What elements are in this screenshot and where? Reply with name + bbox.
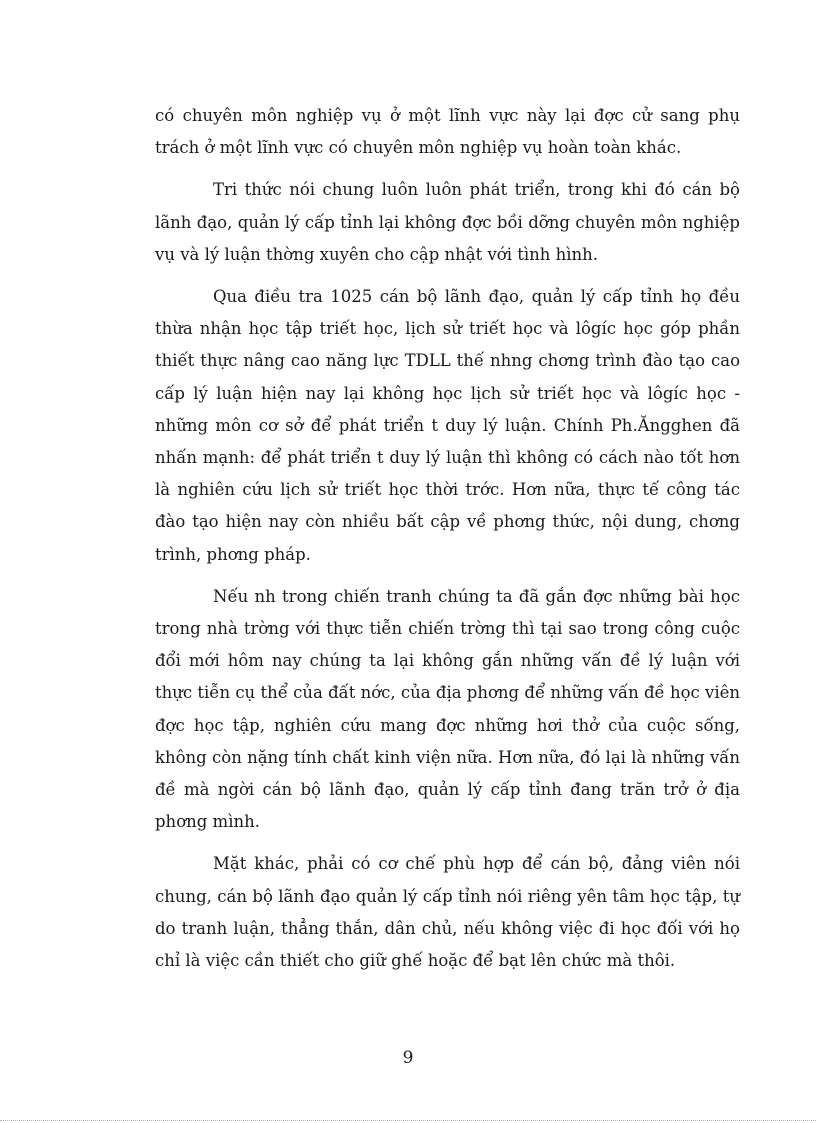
paragraph-1: có chuyên môn nghiệp vụ ở một lĩnh vực này lại đợc cử sang phụ trách ở một lĩnh vực có chuyên môn nghiệp vụ hoàn toàn khác. [155, 106, 740, 158]
page-bottom-divider [0, 1120, 816, 1121]
body-text [155, 100, 740, 987]
paragraph-2: Tri thức nói chung luôn luôn phát triển, trong khi đó cán bộ lãnh đạo, quản lý cấp tỉnh lại không đợc bồi dỡng chuyên môn nghiệp vụ và lý luận thờng xuyên cho cập nhật với tình hình. [155, 180, 740, 264]
paragraph-5: Mặt khác, phải có cơ chế phù hợp để cán bộ, đảng viên nói chung, cán bộ lãnh đạo quản lý cấp tỉnh nói riêng yên tâm học tập, tự do tranh luận, thẳng thắn, dân chủ, nếu không việc đi học đối với họ chỉ là việc cần thiết cho giữ ghế hoặc để bạt lên chức mà thôi. [155, 854, 740, 971]
paragraph-3: Qua điều tra 1025 cán bộ lãnh đạo, quản lý cấp tỉnh họ đều thừa nhận học tập triết học, lịch sử triết học và lôgíc học góp phần thiết thực nâng cao năng lực TDLL thế nhng chơng trình đào tạo cao cấp lý luận hiện nay lại không học lịch sử triết học và lôgíc học - những môn cơ sở để phát triển t duy lý luận. Chính Ph.Ăngghen đã nhấn mạnh: để phát triển t duy lý luận thì không có cách nào tốt hơn là nghiên cứu lịch sử triết học thời trớc. Hơn nữa, thực tế công tác đào tạo hiện nay còn nhiều bất cập về phơng thức, nội dung, chơng trình, phơng pháp. [155, 287, 740, 564]
paragraph-4: Nếu nh trong chiến tranh chúng ta đã gắn đợc những bài học trong nhà trờng với thực tiễn chiến trờng thì tại sao trong công cuộc đổi mới hôm nay chúng ta lại không gắn những vấn đề lý luận với thực tiễn cụ thể của đất nớc, của địa phơng để những vấn đề học viên đợc học tập, nghiên cứu mang đợc những hơi thở của cuộc sống, không còn nặng tính chất kinh viện nữa. Hơn nữa, đó lại là những vấn đề mà ngời cán bộ lãnh đạo, quản lý cấp tỉnh đang trăn trở ở địa phơng mình. [155, 586, 740, 832]
page-number: 9 [402, 1048, 414, 1068]
